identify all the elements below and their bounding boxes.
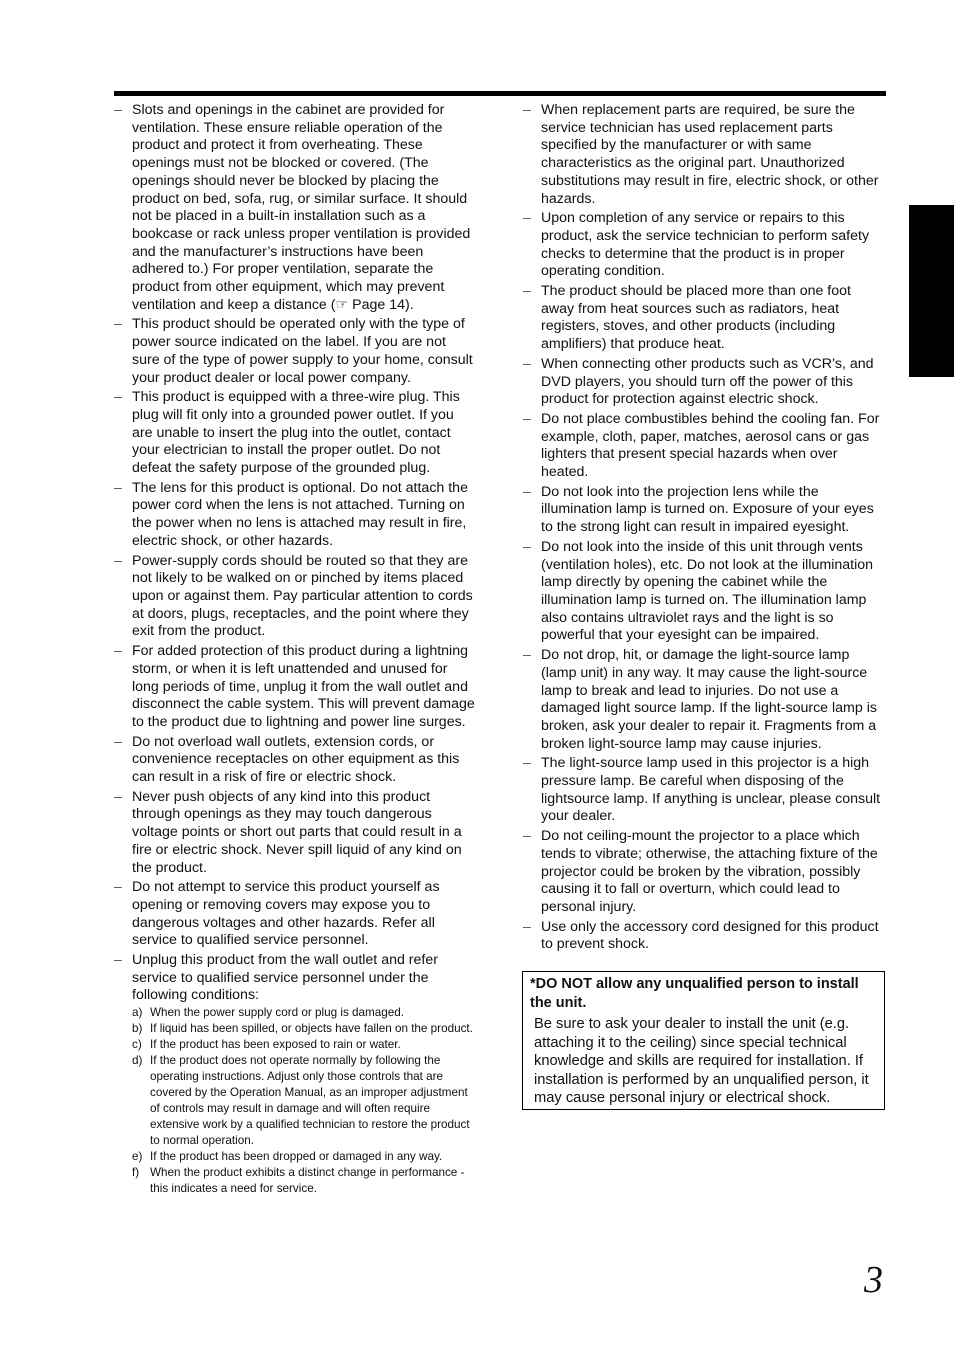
list-item: – Slots and openings in the cabinet are provided for ventilation. These ensure reliable operation of the product and protect it from overheating. These openings must not be blocked or covered. (The openings should never be blocked by placing the product on bed, sofa, rug, or similar surface. It should not be placed in a built-in installation such as a bookcase or rack unless proper ventilation is provided and the manufacturer’s instructions have been adhered to.) For proper ventilation, separate the product from other equipment, which may prevent ventilation and keep a distance (☞ Page 14). — [114, 102, 476, 314]
conditions-list — [132, 1005, 476, 1197]
list-item: – Upon completion of any service or repairs to this product, ask the service technician to perform safety checks to determine that the product is in proper operating condition. — [523, 210, 887, 281]
list-item: – Do not ceiling-mount the projector to a place which tends to vibrate; otherwise, the attaching fixture of the projector could be broken by the vibration, possibly causing it to fall or overturn, which could lead to personal injury. — [523, 828, 887, 917]
list-item: – The lens for this product is optional. Do not attach the power cord when the lens is not attached. Turning on the power when no lens is attached may result in fire, electric shock, or other hazards. — [114, 480, 476, 551]
list-item: – For added protection of this product during a lightning storm, or when it is left unattended and unused for long periods of time, unplug it from the wall outlet and disconnect the cable system. This will prevent damage to the product due to lightning and power line surges. — [114, 643, 476, 732]
condition-item: d) If the product does not operate normally by following the operating instructions. Adjust only those controls that are covered by the Operation Manual, as an improper adjustment of controls may result in damage and will often require extensive work by a qualified technician to restore the product to normal operation. — [132, 1054, 470, 1148]
warning-title: *DO NOT allow any unqualified person to install the unit. — [530, 976, 859, 1011]
list-item: – Do not drop, hit, or damage the light-source lamp (lamp unit) in any way. It may cause the light-source lamp to break and lead to injuries. Do not use a damaged light source lamp. If the light-source lamp is broken, ask your dealer to repair it. Fragments from a broken light-source lamp may cause injuries. — [523, 647, 887, 753]
page-number: 3 — [864, 1259, 883, 1301]
list-item: – Do not overload wall outlets, extension cords, or convenience receptacles on other equipment as this can result in a risk of fire or electric shock. — [114, 734, 476, 787]
top-rule — [114, 91, 886, 96]
right-safety-list — [523, 102, 887, 954]
list-item: – The light-source lamp used in this projector is a high pressure lamp. Be careful when disposing of the lightsource lamp. If anything is unclear, please consult your dealer. — [523, 755, 887, 826]
list-item: – Never push objects of any kind into this product through openings as they may touch dangerous voltage points or short out parts that could result in a fire or electric shock. Never spill liquid of any kind on the product. — [114, 789, 476, 878]
right-column — [523, 102, 887, 956]
list-item: – This product is equipped with a three-wire plug. This plug will fit only into a grounded power outlet. If you are unable to insert the plug into the outlet, contact your electrician to install the proper outlet. Do not defeat the safety purpose of the grounded plug. — [114, 389, 476, 478]
condition-item: c) If the product has been exposed to rain or water. — [132, 1038, 401, 1052]
installation-warning-box — [522, 971, 885, 1110]
section-tab-marker — [909, 205, 954, 377]
list-item: – Use only the accessory cord designed for this product to prevent shock. — [523, 919, 887, 954]
list-item: – Do not look into the inside of this unit through vents (ventilation holes), etc. Do not look at the illumination lamp directly by opening the cabinet while the illumination lamp is turned on. The illumination lamp also contains ultraviolet rays and the light is so powerful that your eyesight can be impaired. — [523, 539, 887, 645]
list-item: – Do not attempt to service this product yourself as opening or removing covers may expose you to dangerous voltages and other hazards. Refer all service to qualified service personnel. — [114, 879, 476, 950]
condition-item: f) When the product exhibits a distinct change in performance - this indicates a need for service. — [132, 1166, 465, 1196]
list-item: – Power-supply cords should be routed so that they are not likely to be walked on or pinched by items placed upon or against them. Pay particular attention to cords at doors, plugs, receptacles, and the point where they exit from the product. — [114, 553, 476, 642]
list-item-text: Unplug this product from the wall outlet and refer service to qualified service personnel under the following conditions: — [132, 952, 438, 1004]
list-item: – Do not place combustibles behind the cooling fan. For example, cloth, paper, matches, aerosol cans or gas lighters that present special hazards when over heated. — [523, 411, 887, 482]
list-item: – When replacement parts are required, be sure the service technician has used replacement parts specified by the manufacturer or with same characteristics as the original part. Unauthorized substitutions may result in fire, electric shock, or other hazards. — [523, 102, 887, 208]
left-safety-list — [114, 102, 476, 1197]
left-column — [114, 102, 476, 1199]
list-item: – Do not look into the projection lens while the illumination lamp is turned on. Exposure of your eyes to the strong light can result in impaired eyesight. — [523, 484, 887, 537]
list-item-unplug-conditions — [114, 952, 476, 1197]
list-item: – When connecting other products such as VCR’s, and DVD players, you should turn off the power of this product for protection against electric shock. — [523, 356, 887, 409]
list-item: – This product should be operated only with the type of power source indicated on the label. If you are not sure of the type of power supply to your home, consult your product dealer or local power company. — [114, 316, 476, 387]
condition-item: e) If the product has been dropped or damaged in any way. — [132, 1150, 443, 1164]
warning-body: Be sure to ask your dealer to install the unit (e.g. attaching it to the ceiling) since special technical knowledge and skills are required for installation. If installation is performed by an unqualified person, it may cause personal injury or electrical shock. — [534, 1016, 869, 1107]
condition-item: b) If liquid has been spilled, or objects have fallen on the product. — [132, 1022, 473, 1036]
list-item: – The product should be placed more than one foot away from heat sources such as radiators, heat registers, stoves, and other products (including amplifiers) that produce heat. — [523, 283, 887, 354]
condition-item: a) When the power supply cord or plug is damaged. — [132, 1006, 405, 1020]
